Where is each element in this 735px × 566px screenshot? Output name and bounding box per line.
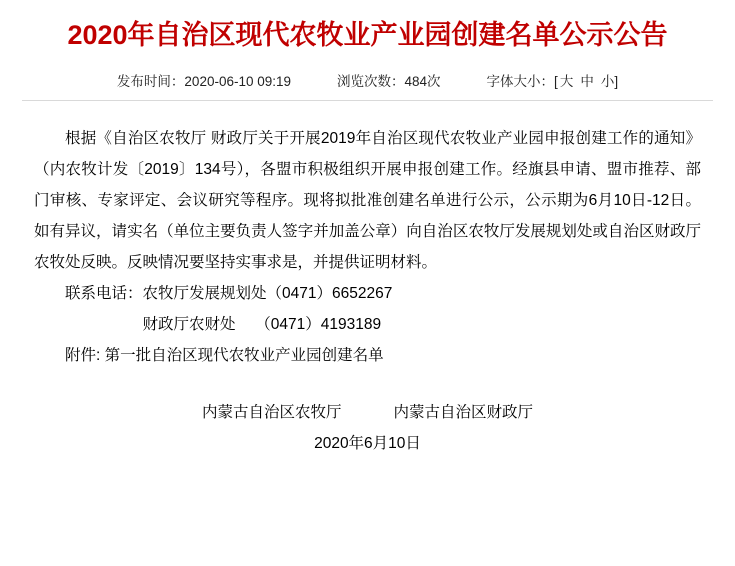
document-signature xyxy=(0,397,735,459)
body-paragraph: 根据《自治区农牧厅 财政厅关于开展2019年自治区现代农牧业产业园申报创建工作的通知》（内农牧计发〔2019〕134号），各盟市积极组织开展申报创建工作。经旗县申请、盟市推荐、部门审核、专家评定、会议研究等程序。现将拟批准创建名单进行公示，公示期为6月10日-12日。如有异议，请实名（单位主要负责人签字并加盖公章）向自治区农牧厅发展规划处或自治区财政厅农牧处反映。反映情况要坚持实事求是，并提供证明材料。 xyxy=(34,130,701,271)
publish-time: 发布时间：2020-06-10 09:19 xyxy=(116,74,292,89)
signature-org-right: 内蒙古自治区财政厅 xyxy=(393,404,534,421)
font-size-small[interactable]: 小 xyxy=(600,74,615,89)
document-body xyxy=(34,101,701,371)
font-size-options xyxy=(560,70,615,90)
signature-org-left: 内蒙古自治区农牧厅 xyxy=(201,404,342,421)
attachment-line[interactable]: 附件: 第一批自治区现代农牧业产业园创建名单 xyxy=(65,347,384,364)
view-count: 浏览次数：484次 xyxy=(337,74,441,89)
page-title: 2020年自治区现代农牧业产业园创建名单公示公告 xyxy=(67,20,668,50)
font-size-control xyxy=(487,70,619,90)
font-size-label: 字体大小：[ xyxy=(486,74,558,89)
font-size-bracket-close: ] xyxy=(614,74,619,89)
signature-orgs xyxy=(0,397,735,428)
font-size-medium[interactable]: 中 xyxy=(580,74,594,89)
signature-date: 2020年6月10日 xyxy=(314,435,421,452)
contact-line-2: 财政厅农财处 （0471）4193189 xyxy=(65,316,382,333)
document-meta xyxy=(0,70,735,100)
contact-line-1: 联系电话：农牧厅发展规划处（0471）6652267 xyxy=(65,285,393,302)
font-size-large[interactable]: 大 xyxy=(559,74,574,89)
